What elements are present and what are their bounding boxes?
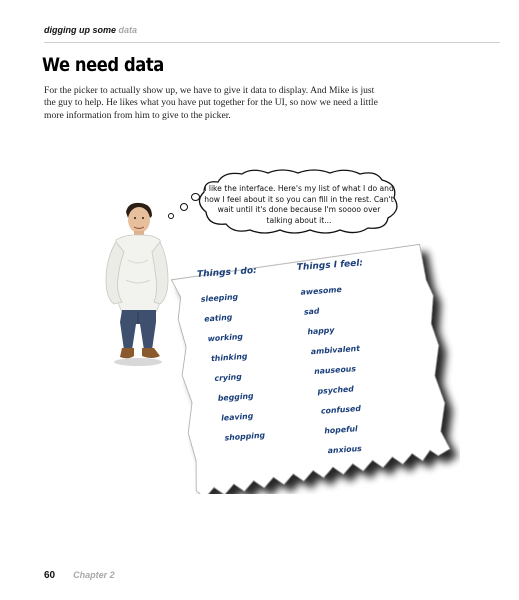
list-item: sad: [303, 306, 320, 317]
things-i-do-column: [197, 266, 269, 450]
list-item: happy: [307, 325, 335, 337]
list-item: anxious: [327, 443, 363, 456]
list-item: begging: [217, 391, 254, 403]
list-item: awesome: [300, 284, 343, 297]
things-i-do-heading: Things I do:: [196, 265, 258, 280]
page-title: We need data: [42, 54, 164, 76]
body-paragraph: For the picker to actually show up, we have to give it data to display. And Mike is just the guy to help. He likes what you have put together for the UI, so now we need a little more information from him to give to the picker.: [44, 85, 378, 121]
list-item: ambivalent: [310, 343, 361, 357]
list-item: crying: [214, 372, 243, 384]
person-figure: [98, 200, 174, 370]
things-i-feel-column: [297, 258, 377, 462]
thought-bubble: [196, 168, 402, 234]
list-item: psyched: [317, 384, 355, 396]
page-number: 60: [44, 570, 56, 581]
running-header-text: [44, 25, 137, 35]
list-item: leaving: [220, 411, 254, 423]
thought-bubble-dot-medium: [180, 203, 188, 211]
things-i-feel-heading: Things I feel:: [296, 258, 364, 274]
list-item: nauseous: [313, 364, 357, 377]
list-item: eating: [203, 312, 233, 324]
list-item: shopping: [224, 430, 266, 443]
chapter-label: Chapter 2: [73, 570, 115, 580]
list-item: working: [207, 331, 244, 344]
list-item: sleeping: [200, 292, 239, 304]
list-item: thinking: [210, 351, 248, 364]
list-item: hopeful: [324, 424, 358, 436]
section-title-accent: data: [118, 25, 138, 35]
thought-bubble-text: I like the interface. Here's my list of what I do and how I feel about it so you can fill in the rest. Can't wait until it's done because I'm soooo over talking about it...: [204, 184, 394, 225]
note-content: [162, 234, 469, 504]
running-header: [44, 24, 500, 43]
page-footer: [44, 565, 344, 579]
torn-note: [170, 244, 460, 494]
list-item: confused: [320, 403, 362, 416]
person-illustration: [98, 200, 174, 370]
section-title: digging up some: [44, 25, 116, 35]
